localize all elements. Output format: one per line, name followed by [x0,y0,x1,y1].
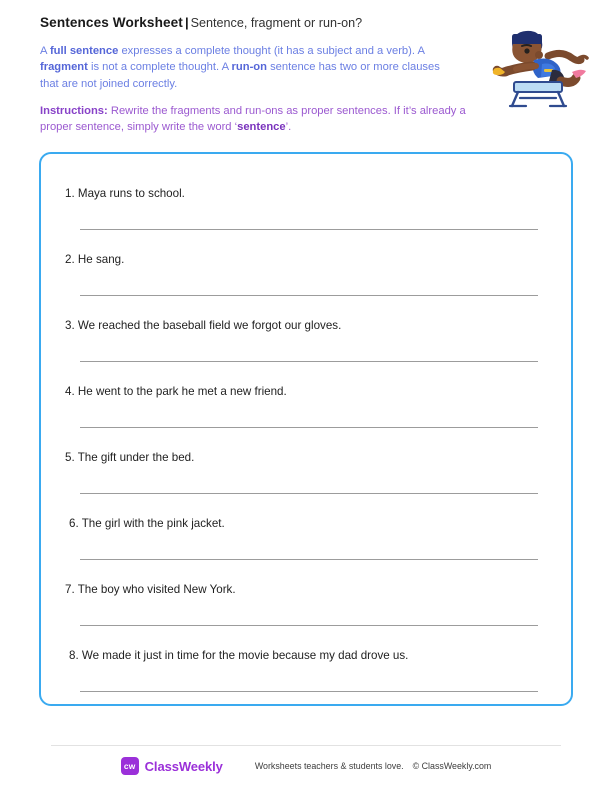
worksheet-item [41,384,571,450]
hurdler-icon [486,28,590,108]
page-header [40,14,490,135]
worksheet-box [39,152,573,706]
question-number: 2. [65,253,75,266]
answer-line[interactable] [80,691,538,692]
answer-line[interactable] [80,427,538,428]
question-text [41,648,571,663]
instructions-text-1: Rewrite the fragments and run-ons as proper sentences. If it’s already a proper sentence, simply write the word ‘ [40,104,466,134]
answer-line[interactable] [80,625,538,626]
question-text [41,318,571,333]
intro-bold-run-on: run-on [231,61,267,74]
intro-bold-full-sentence: full sentence [49,45,119,57]
intro-text-1: A [40,45,50,57]
question-text [41,516,571,531]
worksheet-item [41,450,571,516]
answer-line[interactable] [80,493,538,494]
question-body: We made it just in time for the movie because my dad drove us. [81,649,409,662]
hurdler-illustration [486,28,590,108]
instructions-paragraph [40,103,480,136]
question-body: The gift under the bed. [77,451,195,464]
question-text [41,186,571,201]
worksheet-item [41,318,571,384]
instructions-bold-sentence: sentence [237,121,286,134]
footer-tagline: Worksheets teachers & students love. [254,761,404,771]
page-title [40,14,490,32]
question-number: 4. [65,385,75,398]
question-number: 6. [69,517,79,530]
question-text [41,384,571,399]
worksheet-item [41,252,571,318]
question-number: 1. [65,187,75,200]
instructions-text-2: ’. [285,121,292,134]
question-number: 7. [65,583,75,596]
footer-divider [51,745,561,746]
page-title-separator: | [184,15,189,30]
instructions-label: Instructions: [40,104,108,117]
intro-paragraph [40,43,460,92]
page-title-subtitle: Sentence, fragment or run-on? [190,16,363,30]
hurdle-shape [510,82,566,106]
page-title-main: Sentences Worksheet [40,15,183,30]
question-text [41,582,571,597]
question-body: Maya runs to school. [77,187,185,200]
question-body: We reached the baseball field we forgot our gloves. [77,319,342,332]
worksheet-items-list [41,154,571,714]
question-number: 3. [65,319,75,332]
worksheet-item [41,582,571,648]
question-text [41,450,571,465]
answer-line[interactable] [80,559,538,560]
worksheet-item [41,186,571,252]
question-text [41,252,571,267]
brand-lockup[interactable] [121,757,223,775]
worksheet-item [41,648,571,714]
classweekly-logo-icon: cw [121,757,139,775]
question-body: The girl with the pink jacket. [81,517,225,530]
footer-copyright: © ClassWeekly.com [412,761,492,771]
intro-text-2: expresses a complete thought (it has a subject and a verb). A [118,45,425,57]
page-footer [0,757,612,775]
intro-bold-fragment: fragment [40,61,88,74]
worksheet-item [41,516,571,582]
answer-line[interactable] [80,229,538,230]
answer-line[interactable] [80,295,538,296]
question-body: He went to the park he met a new friend. [77,385,287,398]
question-number: 8. [69,649,79,662]
intro-text-3: is not a complete thought. A [87,61,232,74]
question-number: 5. [65,451,75,464]
intro-text-4: sentence has two or more clauses that are not joined correctly. [40,61,440,90]
answer-line[interactable] [80,361,538,362]
question-body: He sang. [77,253,125,266]
question-body: The boy who visited New York. [77,583,236,596]
brand-name: ClassWeekly [144,758,223,774]
